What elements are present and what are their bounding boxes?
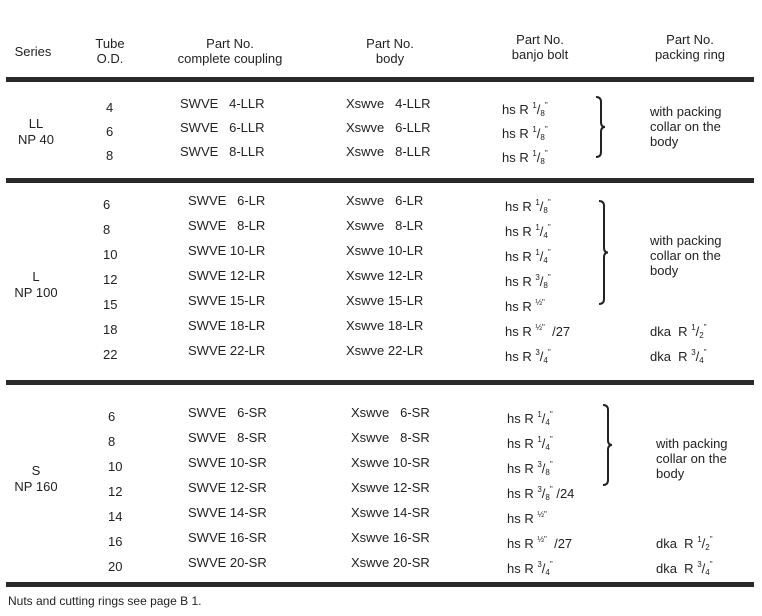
header-body: Part No. body	[366, 36, 414, 66]
footer-note: Nuts and cutting rings see page B 1.	[8, 594, 202, 608]
coupling-part-no: SWVE 22-LR	[188, 343, 266, 358]
dka-part-no: dka R $^1/_2^"$	[656, 535, 713, 552]
dka-part-no: dka R $^3/_4^"$	[650, 348, 707, 365]
tube-od-cell: 20	[108, 559, 123, 574]
tube-od-cell: 8	[103, 222, 111, 237]
body-part-no: Xswve 18-LR	[346, 318, 424, 333]
tube-od-cell: 8	[106, 148, 114, 163]
tube-od-cell: 12	[108, 484, 123, 499]
packing-note: with packing collar on the body	[650, 104, 722, 149]
coupling-part-no: SWVE 6-LLR	[180, 120, 265, 135]
body-part-no: Xswve 20-SR	[351, 555, 430, 570]
banjo-bolt-part-no: hs R $^{\frac{1}{2}"}$ /27	[507, 535, 573, 551]
banjo-bolt-part-no: hs R $^3/_4^"$	[505, 348, 551, 365]
body-part-no: Xswve 12-LR	[346, 268, 424, 283]
tube-od-cell: 6	[108, 409, 116, 424]
body-part-no: Xswve 4-LLR	[346, 96, 431, 111]
body-part-no: Xswve 6-LLR	[346, 120, 431, 135]
coupling-part-no: SWVE 8-LR	[188, 218, 266, 233]
dka-part-no: dka R $^3/_4^"$	[656, 560, 713, 577]
coupling-part-no: SWVE 12-SR	[188, 480, 267, 495]
body-part-no: Xswve 6-LR	[346, 193, 424, 208]
body-part-no: Xswve 8-LLR	[346, 144, 431, 159]
coupling-part-no: SWVE 10-LR	[188, 243, 266, 258]
banjo-bolt-part-no: hs R $^1/_4^"$	[505, 248, 551, 265]
body-part-no: Xswve 14-SR	[351, 505, 430, 520]
body-part-no: Xswve 12-SR	[351, 480, 430, 495]
banjo-bolt-part-no: hs R $^3/_8^"$	[507, 460, 553, 477]
body-part-no: Xswve 22-LR	[346, 343, 424, 358]
tube-od-cell: 10	[103, 247, 118, 262]
banjo-bolt-part-no: hs R $^1/_8^"$	[505, 198, 551, 215]
header-packing-ring: Part No. packing ring	[654, 32, 726, 62]
header-tube-od: Tube O.D.	[95, 36, 125, 66]
series-label: S NP 160	[14, 463, 58, 494]
series-label: L NP 100	[14, 269, 58, 300]
header-divider	[6, 77, 754, 82]
section-divider-1	[6, 178, 754, 183]
banjo-bolt-part-no: hs R $^1/_8^"$	[502, 149, 548, 166]
coupling-part-no: SWVE 6-SR	[188, 405, 267, 420]
coupling-part-no: SWVE 10-SR	[188, 455, 267, 470]
series-label: LL NP 40	[18, 116, 54, 147]
body-part-no: Xswve 6-SR	[351, 405, 430, 420]
coupling-part-no: SWVE 15-LR	[188, 293, 266, 308]
banjo-bolt-part-no: hs R $^3/_8^"$ /24	[507, 485, 575, 502]
packing-note: with packing collar on the body	[656, 436, 728, 481]
section-divider-2	[6, 380, 754, 385]
packing-note: with packing collar on the body	[650, 233, 722, 278]
tube-od-cell: 6	[106, 124, 114, 139]
body-part-no: Xswve 8-SR	[351, 430, 430, 445]
tube-od-cell: 10	[108, 459, 123, 474]
body-part-no: Xswve 10-LR	[346, 243, 424, 258]
body-part-no: Xswve 15-LR	[346, 293, 424, 308]
coupling-part-no: SWVE 8-SR	[188, 430, 267, 445]
coupling-part-no: SWVE 8-LLR	[180, 144, 265, 159]
header-coupling: Part No. complete coupling	[177, 36, 283, 66]
banjo-bolt-part-no: hs R $^3/_4^"$	[507, 560, 553, 577]
banjo-bolt-part-no: hs R $^{\frac{1}{2}"}$	[505, 298, 545, 314]
banjo-bolt-part-no: hs R $^1/_4^"$	[507, 410, 553, 427]
coupling-part-no: SWVE 16-SR	[188, 530, 267, 545]
dka-part-no: dka R $^1/_2^"$	[650, 323, 707, 340]
brace-icon	[594, 96, 606, 158]
coupling-part-no: SWVE 18-LR	[188, 318, 266, 333]
banjo-bolt-part-no: hs R $^{\frac{1}{2}"}$ /27	[505, 323, 571, 339]
tube-od-cell: 6	[103, 197, 111, 212]
body-part-no: Xswve 10-SR	[351, 455, 430, 470]
brace-icon	[601, 404, 613, 486]
body-part-no: Xswve 8-LR	[346, 218, 424, 233]
coupling-part-no: SWVE 14-SR	[188, 505, 267, 520]
tube-od-cell: 14	[108, 509, 123, 524]
banjo-bolt-part-no: hs R $^1/_4^"$	[505, 223, 551, 240]
header-series: Series	[14, 44, 52, 59]
coupling-part-no: SWVE 6-LR	[188, 193, 266, 208]
tube-od-cell: 18	[103, 322, 118, 337]
tube-od-cell: 12	[103, 272, 118, 287]
banjo-bolt-part-no: hs R $^1/_8^"$	[502, 125, 548, 142]
banjo-bolt-part-no: hs R $^1/_4^"$	[507, 435, 553, 452]
coupling-part-no: SWVE 20-SR	[188, 555, 267, 570]
table-bottom-rule	[6, 582, 754, 587]
tube-od-cell: 8	[108, 434, 116, 449]
header-banjo-bolt: Part No. banjo bolt	[511, 32, 569, 62]
coupling-part-no: SWVE 4-LLR	[180, 96, 265, 111]
body-part-no: Xswve 16-SR	[351, 530, 430, 545]
tube-od-cell: 4	[106, 100, 114, 115]
banjo-bolt-part-no: hs R $^3/_8^"$	[505, 273, 551, 290]
tube-od-cell: 16	[108, 534, 123, 549]
brace-icon	[597, 200, 609, 305]
tube-od-cell: 15	[103, 297, 118, 312]
coupling-part-no: SWVE 12-LR	[188, 268, 266, 283]
banjo-bolt-part-no: hs R $^1/_8^"$	[502, 101, 548, 118]
banjo-bolt-part-no: hs R $^{\frac{1}{2}"}$	[507, 510, 547, 526]
tube-od-cell: 22	[103, 347, 118, 362]
